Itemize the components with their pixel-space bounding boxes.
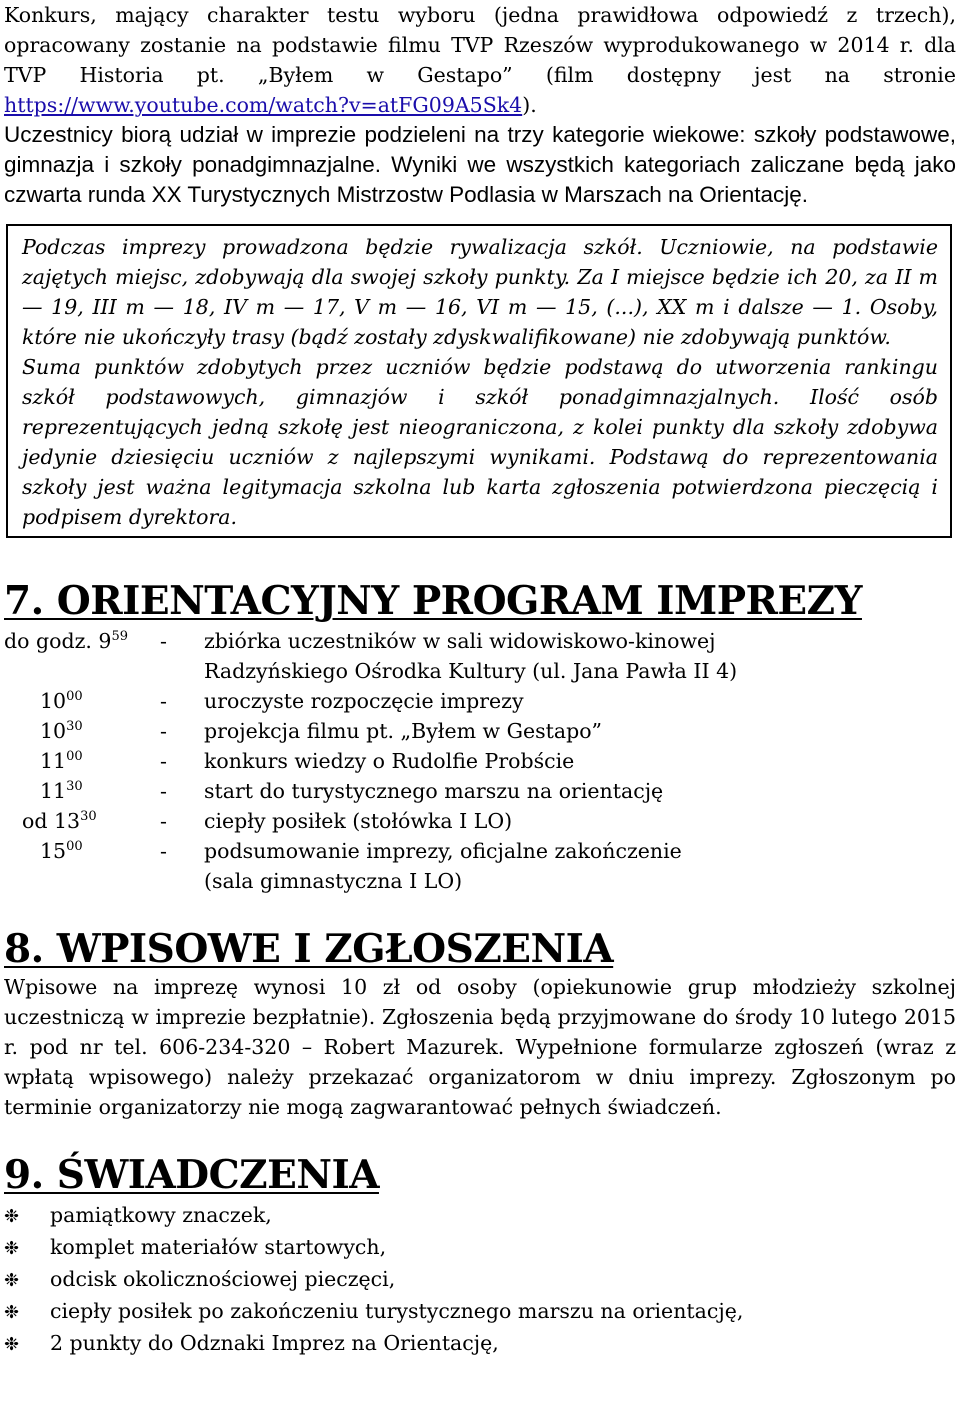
program-time-hour: do godz. 9 — [4, 629, 112, 653]
rivalry-paragraph-ranking: Suma punktów zdobytych przez uczniów będzie podstawą do utworzenia rankingu szkół podstawowych, gimnazjów i szkół ponadgimnazjalnych. Ilość osób reprezentujących jedną szkołę jest nieograniczona, z kolei punkty dla szkoły zdobywa jedynie dziesięciu uczniów z najlepszymi wynikami. Podstawą do reprezentowania szkoły jest ważna legitymacja szkolna lub karta zgłoszenia potwierdzona pieczęcią i podpisem dyrektora. — [22, 355, 938, 529]
snowflake-icon: ❉ — [4, 1238, 20, 1259]
snowflake-icon: ❉ — [4, 1206, 20, 1227]
program-time-hour: 10 — [40, 689, 67, 713]
program-activity-line: uroczyste rozpoczęcie imprezy — [204, 689, 524, 713]
program-time — [4, 626, 154, 686]
program-activity-line-2: Radzyńskiego Ośrodka Kultury (ul. Jana Pawła II 4) — [204, 659, 738, 683]
program-activity — [204, 626, 904, 686]
program-activity-line: konkurs wiedzy o Rudolfie Probście — [204, 749, 575, 773]
program-time — [4, 686, 154, 716]
program-time-minutes: 30 — [80, 809, 97, 824]
section-9-title: 9. ŚWIADCZENIA — [4, 1152, 379, 1198]
program-dash: - — [160, 629, 167, 653]
intro-text-end: ). — [522, 93, 537, 117]
section-7-title: 7. ORIENTACYJNY PROGRAM IMPREZY — [4, 578, 862, 624]
program-activity-line: ciepły posiłek (stołówka I LO) — [204, 809, 513, 833]
benefit-item — [4, 1328, 956, 1360]
section-8-title: 8. WPISOWE I ZGŁOSZENIA — [4, 926, 614, 972]
program-time — [4, 806, 154, 836]
program-time-minutes: 30 — [66, 719, 83, 734]
program-time-minutes: 00 — [66, 839, 83, 854]
program-time — [4, 716, 154, 746]
program-activity-line: podsumowanie imprezy, oficjalne zakończenie — [204, 839, 682, 863]
program-row — [4, 746, 904, 776]
program-activity-line: start do turystycznego marszu na orientację — [204, 779, 664, 803]
program-row — [4, 836, 904, 896]
program-dash: - — [160, 689, 167, 713]
program-activity — [204, 836, 904, 896]
program-time-hour: 15 — [40, 839, 67, 863]
program-activity — [204, 716, 904, 746]
intro-text: Konkurs, mający charakter testu wyboru (jedna prawidłowa odpowiedź z trzech), opracowany zostanie na podstawie filmu TVP Rzeszów wyprodukowanego w 2014 r. dla TVP Historia pt. „Byłem w Gestapo” (film dostępny jest na stronie — [4, 3, 956, 87]
benefit-item — [4, 1264, 956, 1296]
benefit-text: 2 punkty do Odznaki Imprez na Orientację, — [50, 1331, 499, 1355]
school-rivalry-box — [6, 224, 952, 538]
program-time — [4, 746, 154, 776]
benefit-text: ciepły posiłek po zakończeniu turystycznego marszu na orientację, — [50, 1299, 744, 1323]
program-dash: - — [160, 839, 167, 863]
program-time-minutes: 30 — [66, 779, 83, 794]
program-dash: - — [160, 809, 167, 833]
program-activity-line: projekcja filmu pt. „Byłem w Gestapo” — [204, 719, 603, 743]
intro-paragraph-categories: Uczestnicy biorą udział w imprezie podzieleni na trzy kategorie wiekowe: szkoły podstawowe, gimnazja i szkoły ponadgimnazjalne. Wyniki we wszystkich kategoriach zaliczane będą jako czwarta runda XX Turystycznych Mistrzostw Podlasia w Marszach na Orientację. — [4, 122, 956, 207]
program-activity — [204, 776, 904, 806]
program-activity — [204, 686, 904, 716]
rivalry-paragraph-points: Podczas imprezy prowadzona będzie rywalizacja szkół. Uczniowie, na podstawie zajętych miejsc, zdobywają dla swojej szkoły punkty. Za I miejsce będzie ich 20, za II m — 19, III m — 18, IV m — 17, V m — 16, VI m — 15, (...), XX m i dalsze — 1. Osoby, które nie ukończyły trasy (bądź zostały zdyskwalifikowane) nie zdobywają punktów. — [22, 235, 938, 349]
program-row — [4, 686, 904, 716]
program-time-hour: 11 — [40, 779, 67, 803]
program-dash: - — [160, 779, 167, 803]
benefit-text: odcisk okolicznościowej pieczęci, — [50, 1267, 396, 1291]
program-time-hour: 11 — [40, 749, 67, 773]
program-time — [4, 776, 154, 806]
entry-fee-paragraph: Wpisowe na imprezę wynosi 10 zł od osoby (opiekunowie grup młodzieży szkolnej uczestniczą w imprezie bezpłatnie). Zgłoszenia będą przyjmowane do środy 10 lutego 2015 r. pod nr tel. 606-234-320 – Robert Mazurek. Wypełnione formularze zgłoszeń (wraz z wpłatą wpisowego) należy przekazać organizatorom w dniu imprezy. Zgłoszonym po terminie organizatorzy nie mogą zagwarantować pełnych świadczeń. — [4, 975, 956, 1119]
benefit-text: komplet materiałów startowych, — [50, 1235, 387, 1259]
program-time-hour: od 13 — [22, 809, 81, 833]
program-activity — [204, 806, 904, 836]
program-activity-line-2: (sala gimnastyczna I LO) — [204, 869, 463, 893]
program-row — [4, 626, 904, 686]
snowflake-icon: ❉ — [4, 1270, 20, 1291]
program-row — [4, 716, 904, 746]
snowflake-icon: ❉ — [4, 1334, 20, 1355]
program-table — [4, 626, 904, 896]
program-time-minutes: 59 — [111, 629, 128, 644]
intro-section — [4, 0, 956, 210]
benefit-item — [4, 1200, 956, 1232]
program-row — [4, 776, 904, 806]
program-time-minutes: 00 — [66, 689, 83, 704]
program-time — [4, 836, 154, 896]
program-dash: - — [160, 719, 167, 743]
program-activity-line: zbiórka uczestników w sali widowiskowo-kinowej — [204, 629, 716, 653]
benefit-item — [4, 1296, 956, 1328]
program-activity — [204, 746, 904, 776]
benefits-list — [4, 1200, 956, 1360]
benefit-item — [4, 1232, 956, 1264]
intro-paragraph-contest — [4, 0, 956, 120]
program-time-hour: 10 — [40, 719, 67, 743]
program-time-minutes: 00 — [66, 749, 83, 764]
benefit-text: pamiątkowy znaczek, — [50, 1203, 272, 1227]
youtube-link[interactable]: https://www.youtube.com/watch?v=atFG09A5Sk4 — [4, 93, 523, 117]
program-dash: - — [160, 749, 167, 773]
program-row — [4, 806, 904, 836]
snowflake-icon: ❉ — [4, 1302, 20, 1323]
